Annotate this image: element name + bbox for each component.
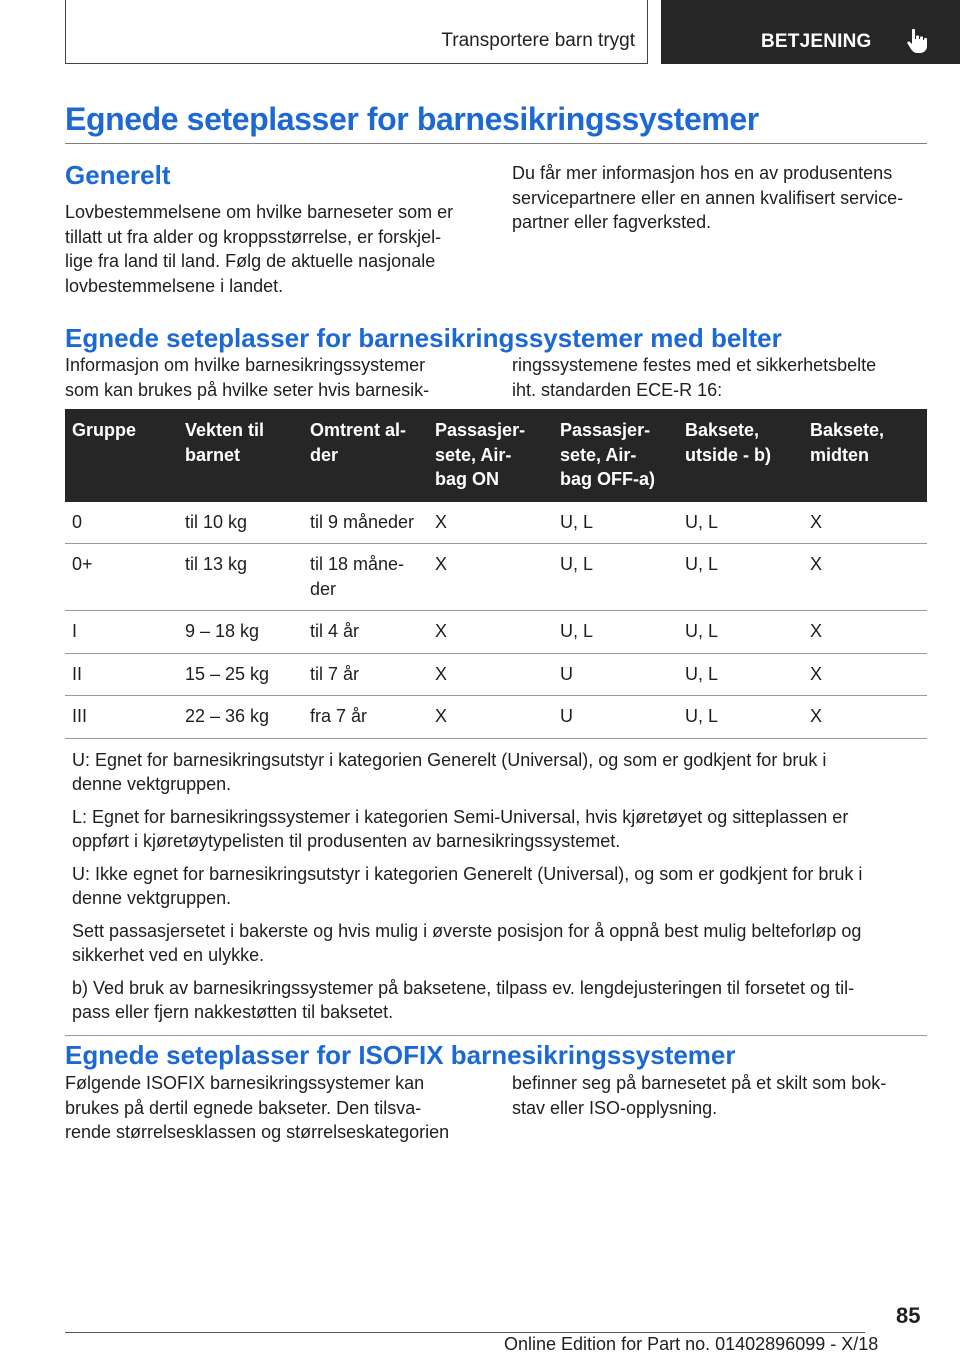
header-cell [65,409,178,502]
text-line: servicepartnere eller en annen kvalifisert service- [512,187,904,208]
text-line: lovbestemmelsene i landet. [65,275,284,296]
cell-line: X [435,554,448,574]
cell-line: til 18 måne- [310,554,405,574]
footer-divider [65,1332,865,1333]
header-line: Gruppe [72,420,137,440]
table-cell [178,611,303,654]
cell-line: 9 – 18 kg [185,621,260,641]
table-header [65,409,927,502]
note-line: U: Egnet for barnesikringsutstyr i kategorien Generelt (Universal), og som er godkjent for bruk i [72,749,827,770]
cell-line: U, L [685,706,719,726]
cell-line: X [435,706,448,726]
text-line: lige fra land til land. Følg de aktuelle nasjonale [65,251,436,271]
cell-line: U [560,663,573,684]
note-a [65,919,927,968]
chapter-header [65,0,648,64]
table-row [65,502,927,544]
header-line: barnet [185,444,241,465]
table-cell [303,611,428,654]
text-line: Du får mer informasjon hos en av produsentens [512,163,893,183]
header-line: der [310,444,339,465]
cell-line: U, L [560,554,594,574]
header-line: Baksete, [685,420,760,440]
header-cell [303,409,428,502]
cell-line: I [72,621,78,641]
section-heading-isofix: Egnede seteplasser for ISOFIX barnesikringssystemer [65,1040,736,1070]
table-cell [428,696,553,739]
cell-line: U, L [685,621,719,641]
cell-line: til 7 år [310,663,360,684]
cell-line: X [435,663,448,684]
note-line: U: Ikke egnet for barnesikringsutstyr i kategorien Generelt (Universal), og som er godkjent for bruk i [72,863,863,884]
header-line: Vekten til [185,420,265,440]
isofix-text-right [512,1071,932,1120]
cell-line: U, L [685,554,719,574]
text-line: tillatt ut fra alder og kroppsstørrelse, er forskjel- [65,226,442,247]
cell-line: U, L [685,511,719,532]
table-cell [803,611,927,654]
text-line: Informasjon om hvilke barnesikringssystemer [65,355,426,375]
note-line: pass eller fjern nakkestøtten til baksetet. [72,1002,394,1022]
cell-line: U, L [560,511,594,532]
note-b [65,976,927,1025]
cell-line: fra 7 år [310,706,368,726]
table-cell [803,696,927,739]
header-cell [803,409,927,502]
belts-text-right [512,353,932,402]
table-cell [428,611,553,654]
table-cell [678,653,803,696]
text-line: rende størrelsesklassen og størrelseskategorien [65,1122,450,1142]
cell-line: 0+ [72,554,93,574]
header-line: bag OFF-a) [560,469,655,489]
text-line: Følgende ISOFIX barnesikringssystemer kan [65,1073,425,1093]
header-line: Passasjer- [435,420,526,440]
note-line: L: Egnet for barnesikringssystemer i kategorien Semi-Universal, hvis kjøretøyet og sitteplassen er [72,806,849,827]
table-cell [553,696,678,739]
table-cell [303,696,428,739]
text-line: som kan brukes på hvilke seter hvis barnesik- [65,379,430,400]
table-cell [65,502,178,544]
table-cell [65,611,178,654]
text-line: partner eller fagverksted. [512,212,712,232]
note-line: denne vektgruppen. [72,774,232,794]
cell-line: til 4 år [310,621,360,641]
table-notes-row [65,738,927,1035]
header-cell [553,409,678,502]
cell-line: II [72,663,83,684]
header-cell [428,409,553,502]
table-cell [553,544,678,611]
table-row [65,696,927,739]
header-line: Passasjer- [560,420,651,440]
table-notes [65,738,927,1035]
text-line: iht. standarden ECE-R 16: [512,379,723,400]
table-cell [303,653,428,696]
table-cell [178,544,303,611]
isofix-text-left [65,1071,485,1145]
header-line: Omtrent al- [310,420,407,440]
cell-line: til 13 kg [185,554,248,574]
header-line: sete, Air- [560,444,637,465]
table-cell [65,653,178,696]
table-cell [178,502,303,544]
cell-line: X [435,621,448,641]
cell-line: X [810,511,823,532]
table-cell [553,502,678,544]
note-line: oppført i kjøretøytypelisten til produsenten av barnesikringssystemet. [72,831,621,851]
cell-line: U [560,706,573,726]
cell-line: U, L [560,621,594,641]
section-heading-general: Generelt [65,160,171,190]
text-line: befinner seg på barnesetet på et skilt som bok- [512,1073,887,1093]
text-line: stav eller ISO-opplysning. [512,1097,718,1118]
page-title: Egnede seteplasser for barnesikringssystemer [65,101,759,137]
page-number: 85 [896,1303,921,1328]
general-text-left [65,200,485,298]
table-cell [65,544,178,611]
table-row [65,653,927,696]
note-line: Sett passasjersetet i bakerste og hvis mulig i øverste posisjon for å oppnå best mulig belteforløp og [72,920,862,941]
cell-line: 22 – 36 kg [185,706,270,726]
table-cell [428,502,553,544]
note-line: sikkerhet ved en ulykke. [72,945,265,965]
table-cell [803,653,927,696]
table-cell [803,544,927,611]
cell-line: X [435,511,448,532]
seating-table [65,409,927,1036]
note-u [65,748,927,797]
chapter-title: Transportere barn trygt [441,30,635,51]
header-line: Baksete, [810,420,885,440]
cell-line: III [72,706,88,726]
note-l [65,805,927,854]
header-cell [678,409,803,502]
section-tab [661,0,960,64]
table-cell [553,653,678,696]
header-line: utside - b) [685,444,771,465]
table-cell [178,696,303,739]
table-cell [303,544,428,611]
table-cell [428,653,553,696]
header-cell [178,409,303,502]
text-line: Lovbestemmelsene om hvilke barneseter som er [65,202,454,222]
table-cell [65,696,178,739]
cell-line: til 9 måneder [310,511,415,532]
cell-line: 0 [72,511,83,532]
text-line: ringssystemene festes med et sikkerhetsbelte [512,355,877,375]
header-line: bag ON [435,469,500,489]
table-row [65,544,927,611]
cell-line: X [810,621,823,641]
table-cell [678,696,803,739]
note-u-not [65,862,927,911]
table-cell [428,544,553,611]
title-divider [65,143,927,144]
belts-text-left [65,353,485,402]
pointing-hand-icon [906,28,930,54]
table-cell [678,544,803,611]
section-heading-belts: Egnede seteplasser for barnesikringssystemer med belter [65,323,782,353]
general-text-right [512,161,932,235]
header-line: midten [810,444,870,465]
cell-line: X [810,554,823,574]
cell-line: X [810,663,823,684]
table-cell [678,502,803,544]
note-line: b) Ved bruk av barnesikringssystemer på baksetene, tilpass ev. lengdejusteringen til forsetet og til- [72,977,855,998]
table-cell [803,502,927,544]
cell-line: 15 – 25 kg [185,663,270,684]
footer-text: Online Edition for Part no. 01402896099 - X/18 [504,1334,879,1354]
cell-line: U, L [685,663,719,684]
header-line: sete, Air- [435,444,512,465]
cell-line: X [810,706,823,726]
table-cell [678,611,803,654]
table-cell [553,611,678,654]
table-cell [178,653,303,696]
section-title: BETJENING [761,31,872,52]
cell-line: til 10 kg [185,511,248,532]
cell-line: der [310,578,337,599]
text-line: brukes på dertil egnede bakseter. Den tilsva- [65,1097,422,1118]
note-line: denne vektgruppen. [72,888,232,908]
table-header-row [65,409,927,502]
table-cell [303,502,428,544]
table-row [65,611,927,654]
